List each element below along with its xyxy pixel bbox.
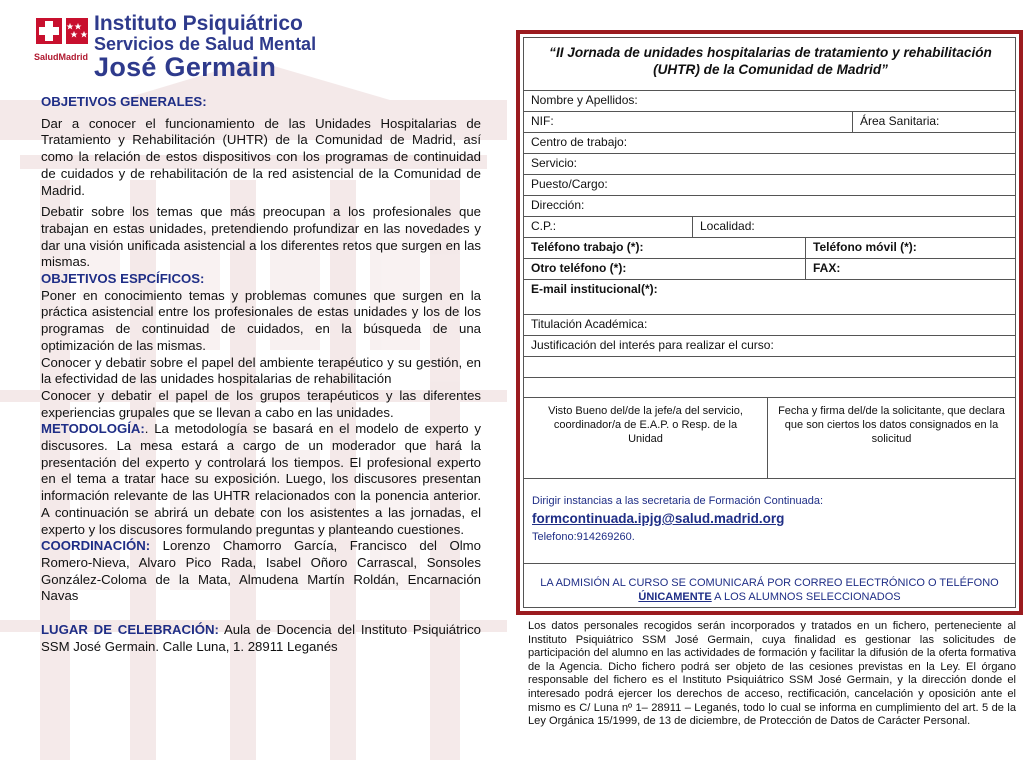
label-titulacion: Titulación Académica: (531, 317, 648, 331)
label-telefono-trabajo: Teléfono trabajo (*): (531, 240, 644, 254)
field-cp[interactable] (524, 217, 691, 237)
field-otro-telefono[interactable] (524, 259, 801, 279)
field-nif-row (524, 111, 1015, 132)
label-centro: Centro de trabajo: (531, 135, 628, 149)
objetivos-especificos-paragraph-3: Conocer y debatir el papel de los grupos terapéuticos y las diferentes experiencias grupales que se llevan a cabo en las unidades. (41, 387, 481, 420)
field-titulacion[interactable] (524, 314, 1015, 335)
label-localidad: Localidad: (700, 219, 755, 233)
label-telefono-movil: Teléfono móvil (*): (813, 240, 917, 254)
signatures-row (524, 397, 1015, 478)
field-servicio[interactable] (524, 153, 1015, 174)
objetivos-generales-paragraph-1: Dar a conocer el funcionamiento de las Unidades Hospitalarias de Tratamiento y Rehabilitación (UHTR) de la Comunidad de Madrid, así como la relación de estos dispositivos con los programas de continuidad de cuidados y de rehabilitación de la red asistencial de la Comunidad de Madrid. (41, 115, 481, 198)
label-nombre: Nombre y Apellidos: (531, 93, 638, 107)
left-panel (0, 0, 507, 768)
logo-line-instituto: Instituto Psiquiátrico (94, 12, 303, 35)
data-protection-notice: Los datos personales recogidos serán incorporados y tratados en un fichero, perteneciente al Instituto Psiquiátrico SSM José Germain, cuya finalidad es gestionar las solicitudes de participación del alumno en las actividades de formación y facilitar la difusión de la oferta formativa de la Agencia. Dicho fichero podrá ser objeto de las cesiones previstas en la Ley. El órgano responsable del fichero es el Instituto Psiquiátrico SSM José Germain, y la dirección donde el interesado podrá ejercer los derechos de acceso, rectificación, cancelación y oposición ante el mismo es C/ Luna nº 1– 28911 – Leganés, todo lo cual se informa en cumplimiento del art. 5 de la Ley Orgánica 15/1999, de 13 de diciembre, de Protección de Datos de Carácter Personal. (528, 620, 1016, 728)
contact-telefono: Telefono:914269260. (532, 531, 635, 543)
visto-bueno-box[interactable] (524, 398, 767, 478)
field-direccion[interactable] (524, 195, 1015, 216)
field-area-sanitaria[interactable] (852, 112, 1015, 132)
field-justificacion-line-2[interactable] (524, 356, 1015, 377)
fecha-firma-label: Fecha y firma del/de la solicitante, que declara que son ciertos los datos consignados en la solicitud (778, 405, 1005, 445)
admision-line-2 (524, 590, 1015, 604)
label-servicio: Servicio: (531, 156, 578, 170)
label-area-sanitaria: Área Sanitaria: (860, 114, 940, 128)
admision-notice (524, 563, 1015, 608)
label-cp: C.P.: (531, 219, 557, 233)
objetivos-generales-heading: OBJETIVOS GENERALES: (41, 94, 207, 109)
contact-email-link[interactable]: formcontinuada.ipjg@salud.madrid.org (532, 511, 785, 526)
label-justificacion: Justificación del interés para realizar el curso: (531, 338, 774, 352)
coordinacion-section (41, 538, 481, 605)
label-puesto: Puesto/Cargo: (531, 177, 608, 191)
logo-line-servicios: Servicios de Salud Mental (94, 34, 317, 54)
course-description (41, 94, 481, 656)
coordinacion-text: Lorenzo Chamorro García, Francisco del Olmo Romero-Nieva, Alvaro Pico Rada, Isabel Oñoro Carrascal, Sonsoles González-Coloma de la Mata, Almudena Martín Roldán, Encarnación Navas (41, 538, 481, 604)
label-email: E-mail institucional(*): (531, 282, 658, 296)
label-direccion: Dirección: (531, 198, 585, 212)
contact-box (524, 478, 1015, 563)
label-nif: NIF: (531, 114, 554, 128)
institution-logo (34, 8, 324, 82)
label-otro-telefono: Otro teléfono (*): (531, 261, 627, 275)
field-telefono-trabajo[interactable] (524, 238, 801, 258)
lugar-text: Aula de Docencia del Instituto Psiquiátrico SSM José Germain. Calle Luna, 1. 28911 Leganés (41, 622, 481, 654)
registration-form-frame (516, 30, 1023, 615)
field-nombre[interactable] (524, 90, 1015, 111)
field-centro[interactable] (524, 132, 1015, 153)
admision-rest: A LOS ALUMNOS SELECCIONADOS (711, 591, 901, 603)
right-panel (507, 0, 1024, 768)
salud-madrid-wordmark: SaludMadrid (34, 52, 89, 62)
logo-line-jose-germain: José Germain (94, 52, 277, 82)
admision-unicamente: ÚNICAMENTE (638, 591, 712, 603)
field-email[interactable] (524, 279, 1015, 314)
coordinacion-heading: COORDINACIÓN: (41, 538, 151, 554)
field-puesto[interactable] (524, 174, 1015, 195)
visto-bueno-label: Visto Bueno del/de la jefe/a del servicio, coordinador/a de E.A.P. o Resp. de la Unidad (548, 405, 743, 445)
dirigir-text: Dirigir instancias a las secretaria de Formación Continuada: (532, 495, 824, 507)
metodologia-heading: METODOLOGÍA: (41, 421, 145, 437)
field-fax[interactable] (805, 259, 1015, 279)
objetivos-generales-paragraph-2: Debatir sobre los temas que más preocupan a los profesionales que trabajan en estas unidades, pretendiendo profundizar en las novedades y dar una visión unificada asistencial a los diferentes retos que surgen en las mismas. (41, 204, 481, 270)
lugar-heading: LUGAR DE CELEBRACIÓN: (41, 622, 219, 638)
field-telefono-movil[interactable] (805, 238, 1015, 258)
field-justificacion[interactable] (524, 335, 1015, 356)
salud-madrid-logo-icon (34, 14, 90, 54)
field-cp-row (524, 216, 1015, 237)
lugar-section (41, 622, 481, 655)
field-otro-row (524, 258, 1015, 279)
objetivos-especificos-paragraph-1: Poner en conocimiento temas y problemas comunes que surgen en la práctica asistencial entre los profesionales de estas unidades y los de los programas de continuidad de cuidados, en la búsqueda de una optimización de las mismas. (41, 287, 481, 353)
admision-line-1: LA ADMISIÓN AL CURSO SE COMUNICARÁ POR CORREO ELECTRÓNICO O TELÉFONO (540, 577, 999, 589)
fecha-firma-box[interactable] (767, 398, 1015, 478)
form-title: “II Jornada de unidades hospitalarias de tratamiento y rehabilitación (UHTR) de la Comunidad de Madrid” (549, 45, 992, 77)
field-nif[interactable] (524, 112, 851, 132)
objetivos-especificos-heading: OBJETIVOS ESPCÍFICOS: (41, 271, 205, 287)
metodologia-section (41, 421, 481, 538)
registration-form (523, 37, 1016, 608)
field-telefono-row (524, 237, 1015, 258)
field-localidad[interactable] (692, 217, 1015, 237)
metodologia-text: . La metodología se basará en el modelo de experto y discusores. La mesa estará a cargo de un moderador que hará la presentación del experto y controlará los tiempos. El profesional experto en el tema a tratar hace su exposición. Luego, los discusores presentan información relevante de las UHTR relacionados con la ponencia anterior. A continuación se abrirá un debate con los asistentes a las jornadas, el experto y los discusores formulando preguntas y planteando cuestiones. (41, 421, 481, 537)
objetivos-especificos-paragraph-2: Conocer y debatir sobre el papel del ambiente terapéutico y su gestión, en la efectividad de las unidades hospitalarias de rehabilitación (41, 354, 481, 387)
label-fax: FAX: (813, 261, 841, 275)
field-justificacion-line-3[interactable] (524, 377, 1015, 397)
